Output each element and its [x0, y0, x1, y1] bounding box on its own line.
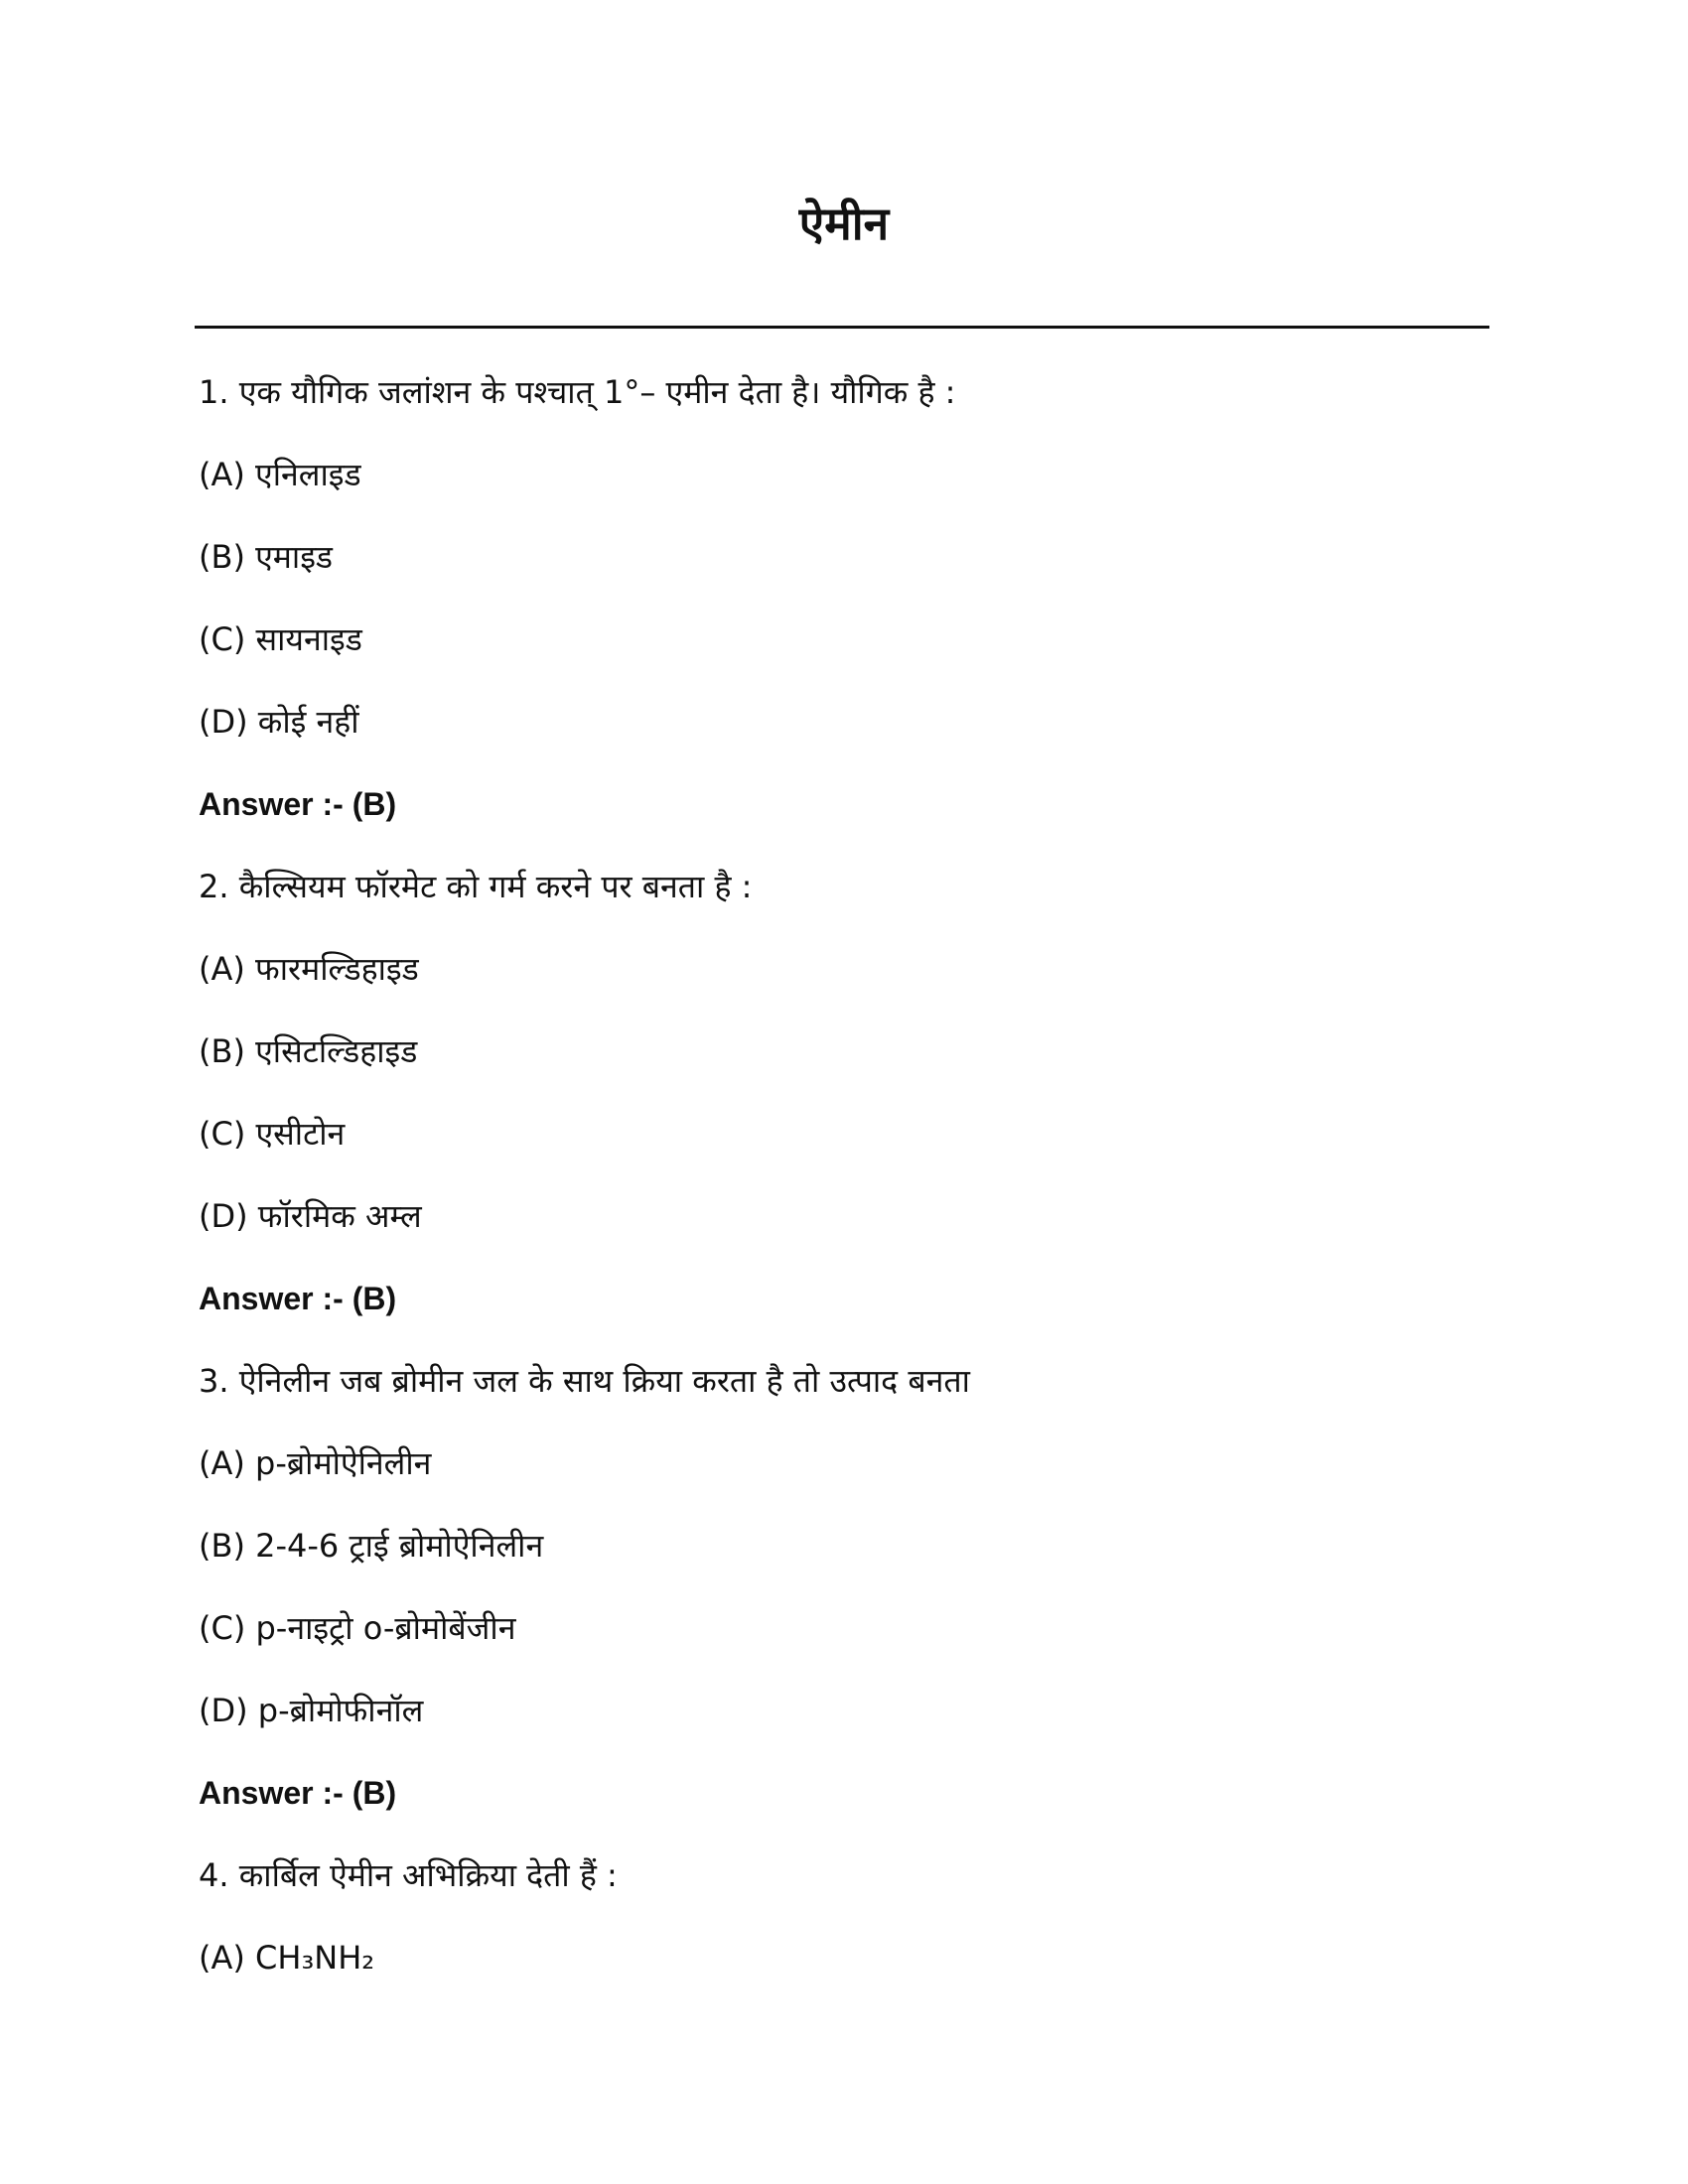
answer-text: Answer :- (B) — [199, 786, 397, 822]
option-c: (C) सायनाइड — [199, 620, 362, 658]
question-block-1 — [199, 357, 1489, 852]
question-text: 1. एक यौगिक जलांशन के पश्चात् 1°– एमीन देता है। यौगिक है : — [199, 373, 956, 411]
question-block-3 — [199, 1346, 1489, 1841]
option-d: (D) कोई नहीं — [199, 703, 359, 741]
question-block-2 — [199, 852, 1489, 1346]
option-c: (C) एसीटोन — [199, 1115, 346, 1153]
question-text: 3. ऐनिलीन जब ब्रोमीन जल के साथ क्रिया करता है तो उत्पाद बनता — [199, 1362, 970, 1400]
question-list — [199, 357, 1489, 2005]
question-text: 2. कैल्सियम फॉरमेट को गर्म करने पर बनता है : — [199, 868, 753, 905]
option-b: (B) एसिटल्डिहाइड — [199, 1032, 418, 1070]
option-d: (D) फॉरमिक अम्ल — [199, 1197, 422, 1235]
option-b: (B) एमाइड — [199, 538, 334, 576]
option-b: (B) 2-4-6 ट्राई ब्रोमोऐनिलीन — [199, 1527, 544, 1565]
question-block-4 — [199, 1841, 1489, 2005]
answer-text: Answer :- (B) — [199, 1775, 397, 1811]
option-a: (A) CH₃NH₂ — [199, 1939, 375, 1977]
option-c: (C) p-नाइट्रो o-ब्रोमोबेंजीन — [199, 1609, 516, 1647]
page-title: ऐमीन — [798, 197, 890, 250]
question-text: 4. कार्बिल ऐमीन अभिक्रिया देती हैं : — [199, 1856, 618, 1894]
answer-text: Answer :- (B) — [199, 1281, 397, 1316]
option-a: (A) एनिलाइड — [199, 456, 361, 493]
title-divider — [195, 326, 1489, 329]
option-d: (D) p-ब्रोमोफीनॉल — [199, 1692, 424, 1729]
option-a: (A) फारमल्डिहाइड — [199, 950, 419, 988]
option-a: (A) p-ब्रोमोऐनिलीन — [199, 1444, 432, 1482]
